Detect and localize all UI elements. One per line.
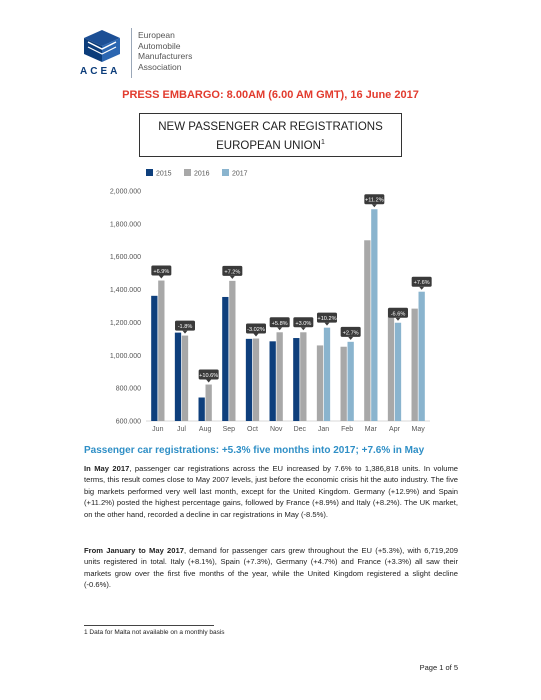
bar-2016-Apr <box>388 309 394 421</box>
annotation-pointer <box>301 327 306 330</box>
paragraph-lead: From January to May 2017 <box>84 546 184 555</box>
legend-swatch <box>222 169 229 176</box>
org-name-line: Automobile <box>138 40 181 51</box>
x-tick-label: Jun <box>152 426 164 433</box>
org-name-line: Association <box>138 61 182 72</box>
paragraph-text: , passenger car registrations across the EU increased by 7.6% to 1,386,818 units. In volume terms, this result comes close to May 2007 levels, just before the economic crisis hit the auto industry. The five big markets performed very well last month, except for the United Kingdom. Germany (+12.9%) and Spain (+11.2%) posted the highest percentage gains, followed by France (+8.9%) and Italy (+8.2%). The UK market, on the other hand, recorded a decline in car registrations in May (-8.5%). <box>84 464 458 519</box>
bar-2016-May <box>412 309 418 421</box>
y-tick-label: 1,800.000 <box>109 221 141 229</box>
x-tick-label: Mar <box>364 426 377 433</box>
bar-2017-May <box>419 292 425 421</box>
x-tick-label: Dec <box>293 426 307 433</box>
legend-label: 2016 <box>194 170 210 178</box>
paragraph-lead: In May 2017 <box>84 464 130 473</box>
bar-2016-Jun <box>158 281 164 421</box>
annotation-label: +6.9% <box>153 269 170 276</box>
page-number: Page 1 of 5 <box>419 663 458 672</box>
section-heading: Passenger car registrations: +5.3% five months into 2017; +7.6% in May <box>84 445 425 456</box>
bar-2017-Mar <box>371 209 377 421</box>
annotation-pointer <box>183 331 188 334</box>
annotation-pointer <box>230 276 235 279</box>
annotation-pointer <box>277 327 282 330</box>
chart-title-box <box>139 113 402 157</box>
annotation-pointer <box>254 334 259 337</box>
bar-2016-Oct <box>253 339 259 421</box>
bar-2016-Jan <box>317 345 323 421</box>
annotation-label: +5.8% <box>271 320 288 327</box>
x-tick-label: Oct <box>247 426 258 433</box>
registrations-bar-chart <box>90 164 450 440</box>
annotation-pointer <box>325 323 330 326</box>
bar-2015-Dec <box>293 338 299 421</box>
bar-2016-Mar <box>364 240 370 421</box>
y-tick-label: 1,200.000 <box>109 319 141 327</box>
x-tick-label: May <box>411 426 425 433</box>
y-tick-label: 2,000.000 <box>109 188 141 196</box>
annotation-label: +11.2% <box>364 197 384 204</box>
bar-2015-Oct <box>246 339 252 421</box>
bar-2015-Aug <box>199 398 205 421</box>
title-line-2 <box>140 135 401 154</box>
x-tick-label: Sep <box>222 426 236 433</box>
x-tick-label: Apr <box>389 426 400 433</box>
bar-2016-Jul <box>182 336 188 421</box>
footnote-rule <box>84 625 214 626</box>
legend-swatch <box>184 169 191 176</box>
bar-2017-Feb <box>348 342 354 421</box>
title-line-1: NEW PASSENGER CAR REGISTRATIONS <box>158 121 383 133</box>
annotation-label: -6.6% <box>390 311 406 318</box>
annotation-label: -1.8% <box>177 324 193 331</box>
footnote-mark: 1 <box>320 139 325 146</box>
press-embargo: PRESS EMBARGO: 8.00AM (6.00 AM GMT), 16 June 2017 <box>122 89 419 101</box>
paragraph-year-to-date <box>84 545 458 591</box>
bar-2015-Nov <box>270 341 276 421</box>
bar-2016-Sep <box>229 281 235 421</box>
bar-2016-Dec <box>300 332 306 421</box>
acea-cube-icon <box>80 28 124 64</box>
legend-label: 2017 <box>232 170 248 178</box>
annotation-pointer <box>159 276 164 279</box>
bar-2017-Jan <box>324 328 330 421</box>
bar-2016-Feb <box>341 347 347 421</box>
y-tick-label: 600.000 <box>115 418 141 426</box>
footnote: 1 Data for Malta not available on a monthly basis <box>84 629 225 636</box>
x-tick-label: Aug <box>198 426 212 433</box>
annotation-pointer <box>396 318 401 321</box>
annotation-label: +10.6% <box>199 373 219 380</box>
bar-2016-Nov <box>277 332 283 421</box>
annotation-label: +3.0% <box>295 320 312 327</box>
logo-divider <box>131 28 132 78</box>
legend-label: 2015 <box>156 170 172 178</box>
x-tick-label: Nov <box>269 426 283 433</box>
bar-2015-Jul <box>175 333 181 421</box>
bar-2016-Aug <box>206 385 212 421</box>
annotation-pointer <box>419 287 424 290</box>
bar-2015-Jun <box>151 296 157 421</box>
org-name-line: European <box>138 30 175 40</box>
annotation-pointer <box>348 337 353 340</box>
bar-2015-Sep <box>222 297 228 421</box>
organization-name <box>138 30 248 72</box>
legend-swatch <box>146 169 153 176</box>
x-tick-label: Feb <box>341 426 354 433</box>
annotation-label: +2.7% <box>342 330 359 337</box>
annotation-pointer <box>206 380 211 383</box>
org-name-line: Manufacturers <box>138 51 193 61</box>
x-tick-label: Jul <box>177 426 186 433</box>
logo-wordmark: ACEA <box>80 66 121 77</box>
y-tick-label: 1,000.000 <box>109 352 141 360</box>
annotation-label: +7.2% <box>224 269 241 276</box>
y-tick-label: 1,400.000 <box>109 287 141 295</box>
acea-logo <box>80 28 260 80</box>
annotation-label: -3.02% <box>247 327 265 334</box>
paragraph-may <box>84 463 458 520</box>
annotation-pointer <box>372 204 377 207</box>
annotation-label: +7.6% <box>413 280 430 287</box>
x-tick-label: Jan <box>317 426 330 433</box>
bar-2017-Apr <box>395 323 401 421</box>
title-line-2-text: EUROPEAN UNION <box>216 139 321 152</box>
annotation-label: +10.2% <box>317 316 337 323</box>
paragraph-text: , demand for passenger cars grew throughout the EU (+5.3%), with 6,719,209 units registered in total. Italy (+8.1%), Spain (+7.3%), Germany (+4.7%) and France (+3.3%) all saw their markets grow over the first five months of the year, while the United Kingdom registered a slight decline (-0.6%). <box>84 546 458 590</box>
y-tick-label: 800.000 <box>115 385 141 393</box>
y-tick-label: 1,600.000 <box>109 254 141 262</box>
